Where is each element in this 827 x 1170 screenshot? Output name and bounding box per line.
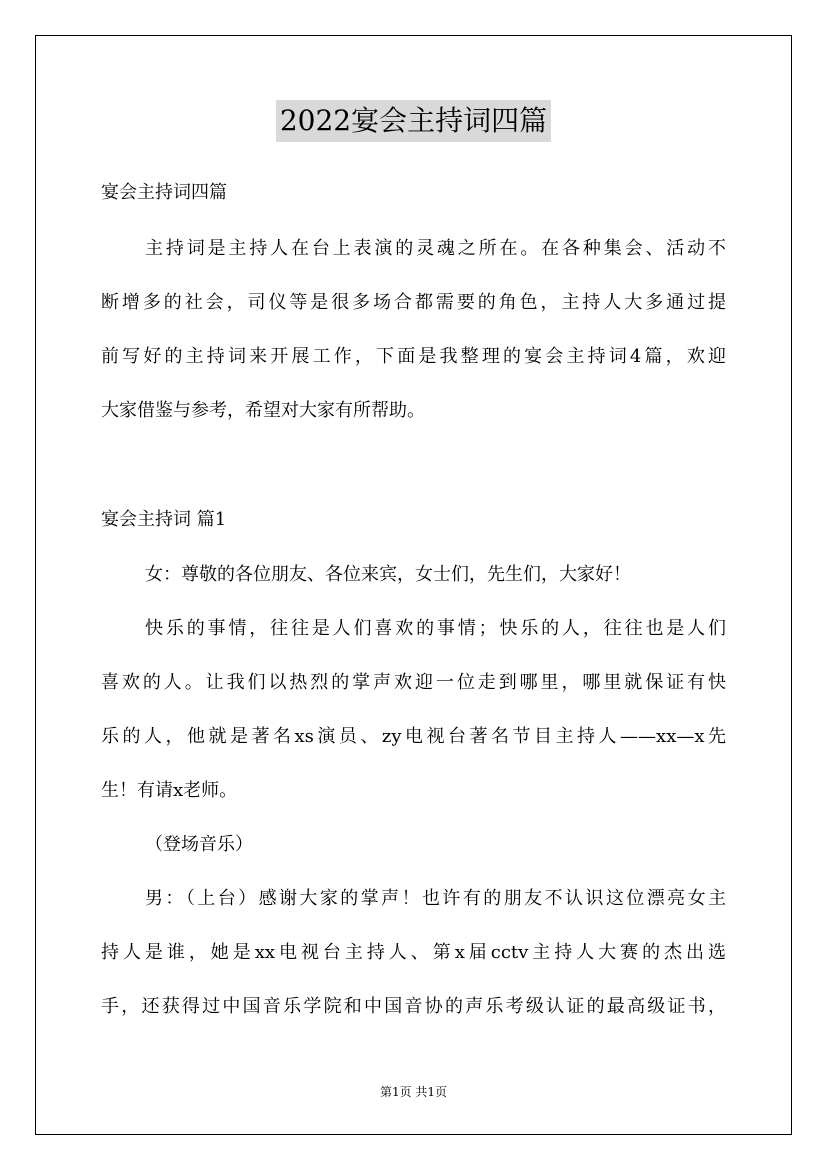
paragraph-line: 持人是谁，她是xx电视台主持人、第x届cctv主持人大赛的杰出选: [101, 942, 726, 963]
paragraph-line: 生！有请x老师。: [101, 780, 238, 801]
paragraph-line: （登场音乐）: [145, 834, 253, 855]
paragraph-line: 乐的人，他就是著名xs演员、zy电视台著名节目主持人——xx—x先: [101, 726, 726, 747]
paragraph-line: 女：尊敬的各位朋友、各位来宾，女士们，先生们，大家好！: [145, 564, 631, 585]
paragraph-line: 断增多的社会，司仪等是很多场合都需要的角色，主持人大多通过提: [101, 292, 726, 313]
paragraph-line: 前写好的主持词来开展工作，下面是我整理的宴会主持词4篇，欢迎: [101, 346, 726, 367]
paragraph-line: 喜欢的人。让我们以热烈的掌声欢迎一位走到哪里，哪里就保证有快: [101, 672, 726, 693]
paragraph-line: 男：（上台）感谢大家的掌声！也许有的朋友不认识这位漂亮女主: [145, 888, 726, 909]
paragraph-line: 手，还获得过中国音乐学院和中国音协的声乐考级认证的最高级证书，: [101, 996, 726, 1017]
section-heading: 宴会主持词 篇1: [101, 509, 227, 530]
intro-heading: 宴会主持词四篇: [101, 182, 227, 203]
paragraph-line: 快乐的事情，往往是人们喜欢的事情；快乐的人，往往也是人们: [145, 618, 726, 639]
page-footer: 第1页 共1页: [379, 1085, 448, 1099]
document-title: 2022宴会主持词四篇: [276, 100, 551, 142]
paragraph-line: 主持词是主持人在台上表演的灵魂之所在。在各种集会、活动不: [145, 238, 726, 259]
title-container: [0, 100, 827, 142]
paragraph-line: 大家借鉴与参考，希望对大家有所帮助。: [101, 400, 425, 421]
